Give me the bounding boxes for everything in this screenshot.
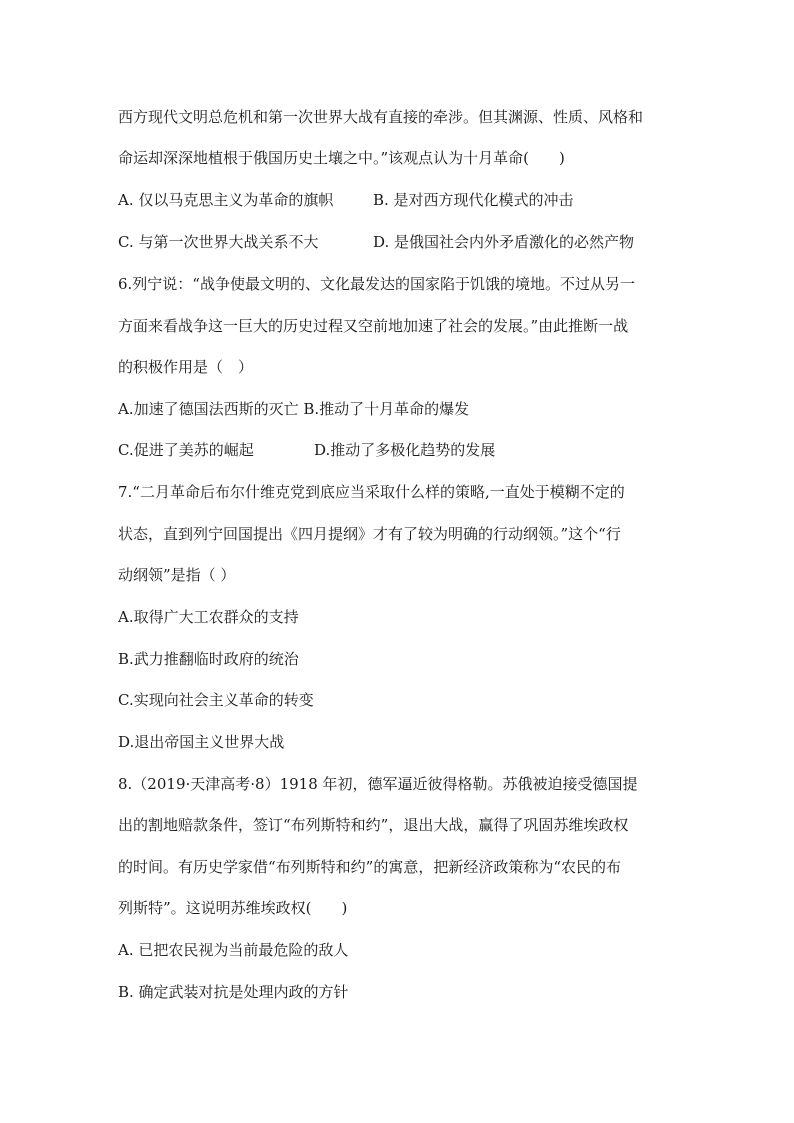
q6-option-d: D.推动了多极化趋势的发展 xyxy=(314,441,496,459)
q5-options-row-1 xyxy=(118,186,688,214)
q7-option-d: D.退出帝国主义世界大战 xyxy=(118,733,285,751)
q7-option-b: B.武力推翻临时政府的统治 xyxy=(118,650,299,668)
q6-stem-line-2: 方面来看战争这一巨大的历史过程又空前地加速了社会的发展。”由此推断一战 xyxy=(118,317,629,335)
q5-option-b: B. 是对西方现代化模式的冲击 xyxy=(373,191,574,209)
q6-options-row-1: A.加速了德国法西斯的灭亡 B.推动了十月革命的爆发 xyxy=(118,400,470,418)
q8-stem-line-1: 8.（2019·天津高考·8）1918 年初，德军逼近彼得格勒。苏俄被迫接受德国提 xyxy=(118,775,638,793)
q5-stem-line-2: 命运却深深地植根于俄国历史土壤之中。”该观点认为十月革命( ) xyxy=(118,149,565,167)
q5-option-c: C. 与第一次世界大战关系不大 xyxy=(118,233,319,251)
q7-stem-line-2: 状态，直到列宁回国提出《四月提纲》才有了较为明确的行动纲领。”这个“行 xyxy=(118,525,621,543)
q6-stem-line-1: 6.列宁说：“战争使最文明的、文化最发达的国家陷于饥饿的境地。不过从另一 xyxy=(118,275,635,293)
q6-options-row-2 xyxy=(118,436,688,464)
q8-option-b: B. 确定武装对抗是处理内政的方针 xyxy=(118,983,349,1001)
q6-stem-line-3: 的积极作用是（ ） xyxy=(118,358,254,376)
q8-stem-line-3: 的时间。有历史学家借“布列斯特和约”的寓意，把新经济政策称为“农民的布 xyxy=(118,858,622,876)
q7-stem-line-3: 动纲领”是指（ ） xyxy=(118,566,236,584)
q5-option-a: A. 仅以马克思主义为革命的旗帜 xyxy=(118,191,334,209)
q7-option-a: A.取得广大工农群众的支持 xyxy=(118,608,299,626)
q7-stem-line-1: 7.“二月革命后布尔什维克党到底应当采取什么样的策略,一直处于模糊不定的 xyxy=(118,483,625,501)
q8-stem-line-2: 出的割地赔款条件，签订“布列斯特和约”，退出大战，赢得了巩固苏维埃政权 xyxy=(118,816,629,834)
q7-option-c: C.实现向社会主义革命的转变 xyxy=(118,691,314,709)
q5-option-d: D. 是俄国社会内外矛盾激化的必然产物 xyxy=(373,233,635,251)
q5-stem-line-1: 西方现代文明总危机和第一次世界大战有直接的牵涉。但其渊源、性质、风格和 xyxy=(118,108,644,126)
q8-stem-line-4: 列斯特”。这说明苏维埃政权( ) xyxy=(118,899,348,917)
q8-option-a: A. 已把农民视为当前最危险的敌人 xyxy=(118,941,349,959)
q6-option-c: C.促进了美苏的崛起 xyxy=(118,441,254,459)
q5-options-row-2 xyxy=(118,228,688,256)
